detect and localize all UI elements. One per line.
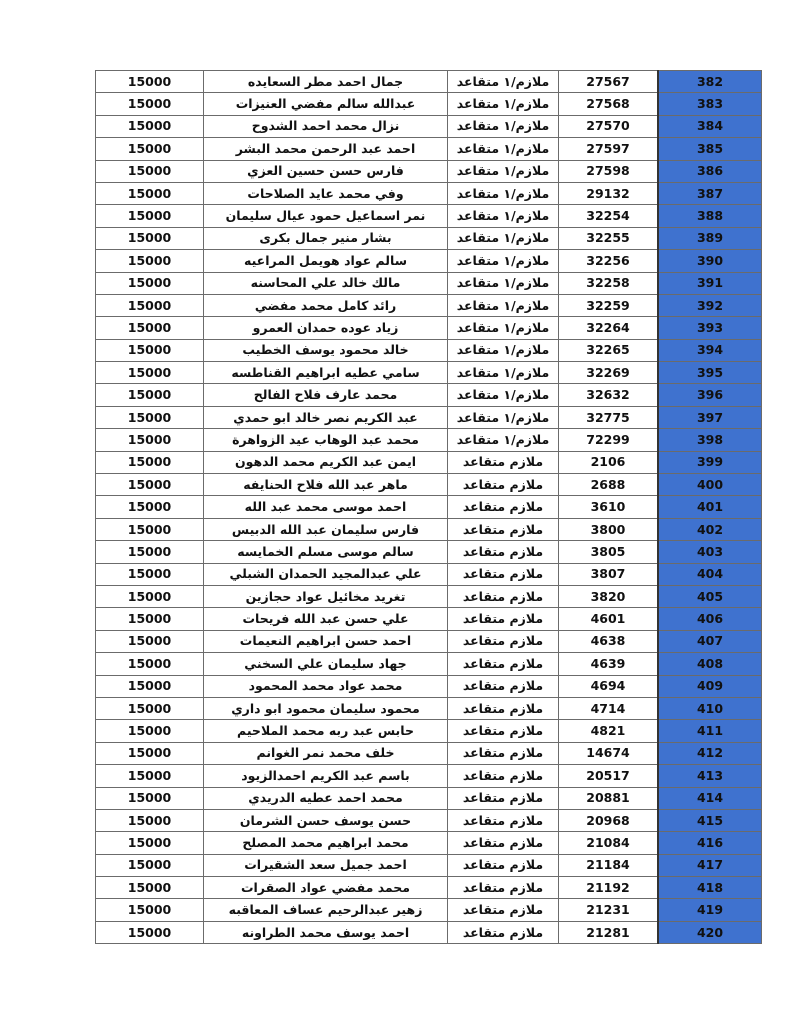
amount-cell: 15000 <box>96 496 204 518</box>
rank-cell: ملازم متقاعد <box>448 697 559 719</box>
sequence-cell: 403 <box>658 541 762 563</box>
name-cell: سامي عطيه ابراهيم القناطسه <box>204 362 448 384</box>
rank-cell: ملازم متقاعد <box>448 720 559 742</box>
rank-cell: ملازم متقاعد <box>448 630 559 652</box>
amount-cell: 15000 <box>96 921 204 943</box>
number-cell: 27597 <box>559 138 659 160</box>
name-cell: عبد الكريم نصر خالد ابو حمدي <box>204 406 448 428</box>
sequence-cell: 408 <box>658 653 762 675</box>
number-cell: 4821 <box>559 720 659 742</box>
sequence-cell: 411 <box>658 720 762 742</box>
sequence-cell: 409 <box>658 675 762 697</box>
name-cell: سالم عواد هويمل المراعيه <box>204 250 448 272</box>
number-cell: 20968 <box>559 809 659 831</box>
amount-cell: 15000 <box>96 765 204 787</box>
number-cell: 32255 <box>559 227 659 249</box>
name-cell: ايمن عبد الكريم محمد الدهون <box>204 451 448 473</box>
amount-cell: 15000 <box>96 182 204 204</box>
amount-cell: 15000 <box>96 585 204 607</box>
table-row <box>96 294 762 316</box>
name-cell: محمد مفضي عواد الصقرات <box>204 877 448 899</box>
rank-cell: ملازم متقاعد <box>448 675 559 697</box>
table-row <box>96 921 762 943</box>
number-cell: 32259 <box>559 294 659 316</box>
sequence-cell: 398 <box>658 429 762 451</box>
sequence-cell: 407 <box>658 630 762 652</box>
name-cell: محمد عواد محمد المحمود <box>204 675 448 697</box>
table-row <box>96 877 762 899</box>
number-cell: 4694 <box>559 675 659 697</box>
name-cell: جهاد سليمان علي السخني <box>204 653 448 675</box>
table-row <box>96 787 762 809</box>
number-cell: 3820 <box>559 585 659 607</box>
name-cell: احمد موسى محمد عبد الله <box>204 496 448 518</box>
name-cell: تغريد مخائيل عواد حجازين <box>204 585 448 607</box>
table-row <box>96 518 762 540</box>
table-row <box>96 339 762 361</box>
rank-cell: ملازم متقاعد <box>448 854 559 876</box>
rank-cell: ملازم متقاعد <box>448 765 559 787</box>
rank-cell: ملازم متقاعد <box>448 787 559 809</box>
sequence-cell: 414 <box>658 787 762 809</box>
name-cell: بشار منير جمال بكرى <box>204 227 448 249</box>
table-row <box>96 362 762 384</box>
number-cell: 27598 <box>559 160 659 182</box>
sequence-cell: 387 <box>658 182 762 204</box>
number-cell: 3807 <box>559 563 659 585</box>
rank-cell: ملازم/١ متقاعد <box>448 138 559 160</box>
sequence-cell: 419 <box>658 899 762 921</box>
number-cell: 27568 <box>559 93 659 115</box>
sequence-cell: 394 <box>658 339 762 361</box>
table-row <box>96 205 762 227</box>
rank-cell: ملازم/١ متقاعد <box>448 272 559 294</box>
number-cell: 3610 <box>559 496 659 518</box>
table-row <box>96 160 762 182</box>
amount-cell: 15000 <box>96 653 204 675</box>
table-row <box>96 93 762 115</box>
amount-cell: 15000 <box>96 474 204 496</box>
number-cell: 2106 <box>559 451 659 473</box>
rank-cell: ملازم/١ متقاعد <box>448 71 559 93</box>
sequence-cell: 397 <box>658 406 762 428</box>
table-row <box>96 272 762 294</box>
table-body <box>96 71 762 944</box>
table-row <box>96 451 762 473</box>
amount-cell: 15000 <box>96 384 204 406</box>
number-cell: 32775 <box>559 406 659 428</box>
name-cell: محمد عارف فلاح الفالح <box>204 384 448 406</box>
amount-cell: 15000 <box>96 429 204 451</box>
rank-cell: ملازم متقاعد <box>448 899 559 921</box>
name-cell: ماهر عبد الله فلاح الحنايفه <box>204 474 448 496</box>
rank-cell: ملازم/١ متقاعد <box>448 182 559 204</box>
table-row <box>96 429 762 451</box>
table-row <box>96 832 762 854</box>
number-cell: 21281 <box>559 921 659 943</box>
table-row <box>96 899 762 921</box>
number-cell: 72299 <box>559 429 659 451</box>
sequence-cell: 393 <box>658 317 762 339</box>
number-cell: 32264 <box>559 317 659 339</box>
number-cell: 29132 <box>559 182 659 204</box>
table-row <box>96 585 762 607</box>
sequence-cell: 392 <box>658 294 762 316</box>
table-row <box>96 406 762 428</box>
table-row <box>96 474 762 496</box>
table-row <box>96 182 762 204</box>
amount-cell: 15000 <box>96 899 204 921</box>
number-cell: 3805 <box>559 541 659 563</box>
rank-cell: ملازم متقاعد <box>448 474 559 496</box>
name-cell: فارس سليمان عبد الله الدبيس <box>204 518 448 540</box>
amount-cell: 15000 <box>96 227 204 249</box>
amount-cell: 15000 <box>96 317 204 339</box>
table-row <box>96 765 762 787</box>
name-cell: احمد عبد الرحمن محمد البشر <box>204 138 448 160</box>
amount-cell: 15000 <box>96 518 204 540</box>
name-cell: احمد حسن ابراهيم النعيمات <box>204 630 448 652</box>
name-cell: فارس حسن حسين العزي <box>204 160 448 182</box>
amount-cell: 15000 <box>96 406 204 428</box>
rank-cell: ملازم/١ متقاعد <box>448 250 559 272</box>
rank-cell: ملازم/١ متقاعد <box>448 406 559 428</box>
table-row <box>96 742 762 764</box>
amount-cell: 15000 <box>96 362 204 384</box>
name-cell: عبدالله سالم مفضي العنيزات <box>204 93 448 115</box>
sequence-cell: 396 <box>658 384 762 406</box>
sequence-cell: 413 <box>658 765 762 787</box>
sequence-cell: 388 <box>658 205 762 227</box>
name-cell: نزال محمد احمد الشدوح <box>204 115 448 137</box>
table-row <box>96 317 762 339</box>
rank-cell: ملازم متقاعد <box>448 518 559 540</box>
amount-cell: 15000 <box>96 339 204 361</box>
number-cell: 21192 <box>559 877 659 899</box>
table-row <box>96 697 762 719</box>
amount-cell: 15000 <box>96 160 204 182</box>
pension-table <box>95 70 762 944</box>
amount-cell: 15000 <box>96 742 204 764</box>
rank-cell: ملازم متقاعد <box>448 921 559 943</box>
number-cell: 4639 <box>559 653 659 675</box>
amount-cell: 15000 <box>96 93 204 115</box>
sequence-cell: 405 <box>658 585 762 607</box>
name-cell: جمال احمد مطر السعايده <box>204 71 448 93</box>
table-row <box>96 854 762 876</box>
rank-cell: ملازم/١ متقاعد <box>448 93 559 115</box>
sequence-cell: 402 <box>658 518 762 540</box>
rank-cell: ملازم متقاعد <box>448 653 559 675</box>
rank-cell: ملازم/١ متقاعد <box>448 115 559 137</box>
rank-cell: ملازم متقاعد <box>448 563 559 585</box>
table-row <box>96 809 762 831</box>
table-row <box>96 563 762 585</box>
sequence-cell: 404 <box>658 563 762 585</box>
number-cell: 21084 <box>559 832 659 854</box>
rank-cell: ملازم متقاعد <box>448 496 559 518</box>
sequence-cell: 420 <box>658 921 762 943</box>
name-cell: احمد جميل سعد الشقيرات <box>204 854 448 876</box>
number-cell: 3800 <box>559 518 659 540</box>
amount-cell: 15000 <box>96 71 204 93</box>
sequence-cell: 385 <box>658 138 762 160</box>
rank-cell: ملازم متقاعد <box>448 742 559 764</box>
document-sheet <box>95 70 760 942</box>
rank-cell: ملازم/١ متقاعد <box>448 227 559 249</box>
name-cell: زهير عبدالرحيم عساف المعاقبه <box>204 899 448 921</box>
table-row <box>96 384 762 406</box>
amount-cell: 15000 <box>96 832 204 854</box>
number-cell: 14674 <box>559 742 659 764</box>
table-row <box>96 630 762 652</box>
rank-cell: ملازم متقاعد <box>448 451 559 473</box>
amount-cell: 15000 <box>96 451 204 473</box>
name-cell: محمد ابراهيم محمد المصلح <box>204 832 448 854</box>
name-cell: باسم عبد الكريم احمدالزيود <box>204 765 448 787</box>
amount-cell: 15000 <box>96 608 204 630</box>
amount-cell: 15000 <box>96 697 204 719</box>
name-cell: محمد احمد عطيه الدريدي <box>204 787 448 809</box>
rank-cell: ملازم/١ متقاعد <box>448 205 559 227</box>
name-cell: حسن يوسف حسن الشرمان <box>204 809 448 831</box>
sequence-cell: 406 <box>658 608 762 630</box>
sequence-cell: 382 <box>658 71 762 93</box>
sequence-cell: 383 <box>658 93 762 115</box>
table-row <box>96 608 762 630</box>
amount-cell: 15000 <box>96 563 204 585</box>
number-cell: 4714 <box>559 697 659 719</box>
amount-cell: 15000 <box>96 115 204 137</box>
sequence-cell: 389 <box>658 227 762 249</box>
number-cell: 32254 <box>559 205 659 227</box>
amount-cell: 15000 <box>96 720 204 742</box>
number-cell: 20881 <box>559 787 659 809</box>
number-cell: 2688 <box>559 474 659 496</box>
sequence-cell: 415 <box>658 809 762 831</box>
rank-cell: ملازم/١ متقاعد <box>448 160 559 182</box>
name-cell: محمد عبد الوهاب عيد الزواهرة <box>204 429 448 451</box>
name-cell: علي عبدالمجيد الحمدان الشبلي <box>204 563 448 585</box>
sequence-cell: 417 <box>658 854 762 876</box>
amount-cell: 15000 <box>96 272 204 294</box>
name-cell: وفي محمد عايد الصلاحات <box>204 182 448 204</box>
amount-cell: 15000 <box>96 250 204 272</box>
sequence-cell: 410 <box>658 697 762 719</box>
number-cell: 32256 <box>559 250 659 272</box>
amount-cell: 15000 <box>96 138 204 160</box>
rank-cell: ملازم/١ متقاعد <box>448 429 559 451</box>
sequence-cell: 400 <box>658 474 762 496</box>
rank-cell: ملازم متقاعد <box>448 832 559 854</box>
name-cell: رائد كامل محمد مفضي <box>204 294 448 316</box>
number-cell: 32265 <box>559 339 659 361</box>
number-cell: 4601 <box>559 608 659 630</box>
name-cell: خالد محمود يوسف الخطيب <box>204 339 448 361</box>
amount-cell: 15000 <box>96 205 204 227</box>
table-row <box>96 675 762 697</box>
number-cell: 20517 <box>559 765 659 787</box>
amount-cell: 15000 <box>96 854 204 876</box>
number-cell: 32269 <box>559 362 659 384</box>
rank-cell: ملازم/١ متقاعد <box>448 362 559 384</box>
name-cell: علي حسن عبد الله فريحات <box>204 608 448 630</box>
amount-cell: 15000 <box>96 787 204 809</box>
rank-cell: ملازم متقاعد <box>448 809 559 831</box>
table-row <box>96 250 762 272</box>
number-cell: 4638 <box>559 630 659 652</box>
rank-cell: ملازم/١ متقاعد <box>448 294 559 316</box>
table-row <box>96 720 762 742</box>
table-row <box>96 653 762 675</box>
rank-cell: ملازم/١ متقاعد <box>448 317 559 339</box>
sequence-cell: 401 <box>658 496 762 518</box>
sequence-cell: 399 <box>658 451 762 473</box>
rank-cell: ملازم/١ متقاعد <box>448 339 559 361</box>
amount-cell: 15000 <box>96 630 204 652</box>
table-row <box>96 71 762 93</box>
sequence-cell: 395 <box>658 362 762 384</box>
rank-cell: ملازم متقاعد <box>448 541 559 563</box>
rank-cell: ملازم متقاعد <box>448 608 559 630</box>
name-cell: نمر اسماعيل حمود عيال سليمان <box>204 205 448 227</box>
name-cell: احمد يوسف محمد الطراونه <box>204 921 448 943</box>
name-cell: زياد عوده حمدان العمرو <box>204 317 448 339</box>
table-row <box>96 496 762 518</box>
name-cell: مالك خالد علي المحاسنه <box>204 272 448 294</box>
amount-cell: 15000 <box>96 294 204 316</box>
name-cell: محمود سليمان محمود ابو داري <box>204 697 448 719</box>
sequence-cell: 384 <box>658 115 762 137</box>
number-cell: 21184 <box>559 854 659 876</box>
rank-cell: ملازم/١ متقاعد <box>448 384 559 406</box>
sequence-cell: 391 <box>658 272 762 294</box>
sequence-cell: 418 <box>658 877 762 899</box>
name-cell: خلف محمد نمر الغوانم <box>204 742 448 764</box>
number-cell: 21231 <box>559 899 659 921</box>
number-cell: 27567 <box>559 71 659 93</box>
table-row <box>96 115 762 137</box>
number-cell: 32632 <box>559 384 659 406</box>
table-row <box>96 541 762 563</box>
sequence-cell: 390 <box>658 250 762 272</box>
amount-cell: 15000 <box>96 877 204 899</box>
rank-cell: ملازم متقاعد <box>448 877 559 899</box>
amount-cell: 15000 <box>96 541 204 563</box>
amount-cell: 15000 <box>96 675 204 697</box>
rank-cell: ملازم متقاعد <box>448 585 559 607</box>
name-cell: حابس عبد ربه محمد الملاحيم <box>204 720 448 742</box>
amount-cell: 15000 <box>96 809 204 831</box>
table-row <box>96 227 762 249</box>
name-cell: سالم موسى مسلم الخمايسه <box>204 541 448 563</box>
sequence-cell: 386 <box>658 160 762 182</box>
number-cell: 32258 <box>559 272 659 294</box>
sequence-cell: 412 <box>658 742 762 764</box>
table-row <box>96 138 762 160</box>
number-cell: 27570 <box>559 115 659 137</box>
sequence-cell: 416 <box>658 832 762 854</box>
